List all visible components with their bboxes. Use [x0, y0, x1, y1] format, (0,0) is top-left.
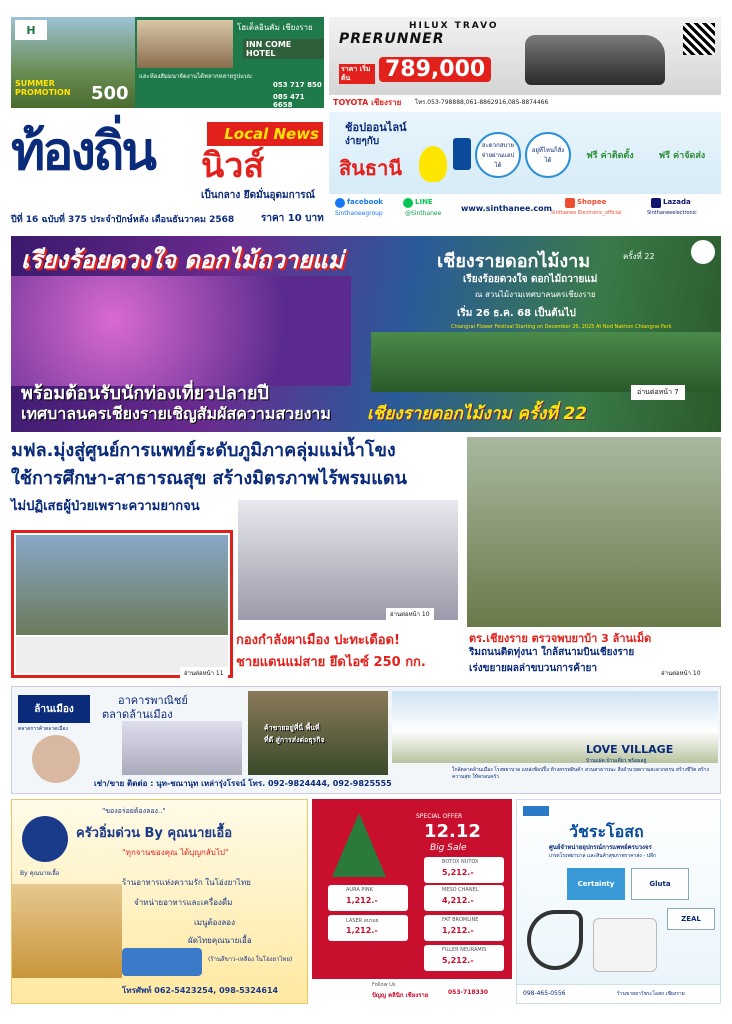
pharmacy-line-2: เกรดโรงพยาบาล และสินค้าสุขภาพราคาส่ง - ปลีก [549, 853, 656, 859]
mascot-icon [419, 146, 447, 182]
story-hospital-h2: ใช้การศึกษา-สาธารณสุข สร้างมิตรภาพไร้พรมแดน [11, 468, 407, 489]
local-news-tag: Local News [207, 122, 323, 146]
lanmuang-sub: ตลาดการค้าตลาดเมือง [18, 726, 68, 732]
sinthanee-brand: สินธานี [339, 156, 402, 180]
line-value[interactable]: @Sinthanee [405, 210, 442, 217]
banner-head-2b: เชียงรายดอกไม้งาม ครั้งที่ 22 [367, 404, 588, 424]
feature-2-text: อยู่ที่ไหนก็สั่งได้ [531, 147, 565, 164]
product-gluta [631, 868, 689, 900]
sale-item-price: 1,212.- [346, 896, 378, 905]
banner-head-2: เทศบาลนครเชียงรายเชิญสัมผัสความสวยงาม [21, 404, 331, 423]
product-3-label: ZEAL [681, 915, 701, 923]
feature-3-text: ฟรี ค่าติดตั้ง [586, 151, 634, 161]
story-hospital-h1: มฟล.มุ่งสู่ศูนย์การแพทย์ระดับภูมิภาคลุ่มแม่น้ำโขง [11, 440, 396, 461]
ad-toyota[interactable] [329, 17, 721, 108]
fest-title: เชียงรายดอกไม้งาม [437, 251, 591, 272]
issue-price: ราคา 10 บาท [261, 213, 324, 224]
ad-pharmacy[interactable] [516, 799, 721, 1004]
medical-device-image [593, 918, 657, 972]
masthead-title-a: ท้องถิ่น [11, 122, 154, 182]
restaurant-location: (ร้านสีขาว-เหลือง ในโอ่งยาไทย) [208, 956, 293, 963]
toyota-price: 789,000 [379, 57, 491, 82]
feature-2 [525, 132, 571, 178]
sale-item-name: LASER ลบรอย [346, 918, 379, 924]
price-prefix: ราคา เริ่มต้น [339, 64, 375, 84]
restaurant-slogan: "ทุกจานของคุณ ได้บุญกลับไป" [122, 848, 229, 857]
pharmacy-line-1: ศูนย์จำหน่ายอุปกรณ์การแพทย์ครบวงจร [549, 844, 652, 851]
restaurant-small: "ของอร่อยต้องลอง.." [102, 807, 166, 815]
lazada-value[interactable]: Sinthaneeelectronic [647, 210, 697, 216]
sale-item-name: AURA PINK [346, 887, 373, 893]
line-icon [403, 198, 413, 208]
story-police-h3: เร่งขยายผลล่าขบวนการค้ายา [469, 663, 598, 674]
hotel-desc: และห้องสัมมนาจัดงานได้หลากหลายรูปแบบ [139, 73, 252, 80]
police-continue[interactable]: อ่านต่อหน้า 10 [657, 667, 705, 679]
truck-image [525, 35, 665, 85]
ad-sinthanee[interactable] [329, 112, 721, 227]
pharmacy-logo [523, 806, 549, 816]
pharmacy-phone[interactable]: 098-465-0556 [523, 990, 566, 997]
ad-sale[interactable] [312, 799, 512, 1004]
hotel-phone-2: 085 471 6658 [273, 93, 305, 108]
building-image [122, 721, 242, 775]
sale-item-3 [424, 885, 504, 911]
restaurant-name: ครัวอิ่มด่วน By คุณนายเอื้อ [76, 826, 233, 841]
love-village-title: LOVE VILLAGE [586, 743, 674, 756]
sinthanee-l1: ช้อปออนไลน์ [345, 121, 407, 134]
story-army[interactable] [236, 627, 464, 679]
toyota-submodel: PRERUNNER [339, 31, 445, 47]
facebook-value[interactable]: Sinthaneegroup [335, 210, 383, 217]
line-label[interactable]: LINE [415, 198, 433, 206]
sale-item-4 [328, 915, 408, 941]
sale-clinic: ปัญญ คลินิก เชียงราย [372, 992, 429, 999]
masthead [11, 112, 324, 234]
sale-date: 12.12 [424, 821, 481, 842]
flower-arch-image [11, 276, 351, 386]
restaurant-line-1: ร้านอาหารแห่งความรัก ในโอ่งยาไทย [122, 878, 251, 887]
feature-4 [647, 132, 717, 178]
hotel-room-image [137, 20, 233, 68]
property-title-1: อาคารพาณิชย์ [118, 694, 188, 707]
sale-item-price: 5,212.- [442, 868, 474, 877]
pharmacy-shop: ร้านขายยาวัชระโอสถ เชียงราย [617, 991, 685, 997]
sale-item-name: BOTOX NUTOX [442, 859, 479, 865]
pharmacy-name: วัชระโอสถ [569, 822, 644, 841]
ad-hotel[interactable] [11, 17, 324, 108]
story-hospital-h3: ไม่ปฏิเสธผู้ป่วยเพราะความยากจน [11, 499, 200, 514]
sinthanee-l2: ง่ายๆกับ [345, 136, 380, 147]
feature-3 [577, 132, 643, 178]
sale-item-price: 1,212.- [442, 926, 474, 935]
website-link[interactable]: www.sinthanee.com [461, 204, 552, 213]
fest-number: ครั้งที่ 22 [623, 252, 655, 261]
issue-info: ปีที่ 16 ฉบับที่ 375 ประจำปักษ์หลัง เดือนธันวาคม 2568 [11, 215, 235, 225]
hospital-photo [238, 500, 458, 620]
toyota-model: HILUX TRAVO [409, 21, 499, 31]
food-tray-image [122, 948, 202, 976]
sale-item-6 [424, 945, 504, 971]
shopee-value[interactable]: Sinthanee Electronic_official [551, 210, 622, 216]
sale-item-price: 4,212.- [442, 896, 474, 905]
hotel-name-thai: โฮเต็ลอินคัม เชียงราย [237, 23, 313, 32]
wheelchair-image [527, 910, 583, 970]
banner-continue[interactable]: อ่านต่อหน้า 7 [631, 385, 685, 400]
sale-follow[interactable]: Follow Us [372, 982, 396, 988]
christmas-tree-image [332, 813, 386, 877]
hotel-phone-1: 053 717 850 [273, 81, 322, 89]
masthead-title-b: นิวส์ [201, 146, 265, 186]
banner-quote: เรียงร้อยดวงใจ ดอกไม้ถวายแม่ [21, 246, 344, 274]
ad-restaurant[interactable] [11, 799, 308, 1004]
promo-label: SUMMER PROMOTION [15, 79, 71, 97]
phone-icon [453, 138, 471, 170]
sale-item-2 [328, 885, 408, 911]
lazada-icon [651, 198, 661, 208]
feature-1-text: สะดวกสบาย จ่ายผ่านแอปได้ [481, 142, 515, 169]
restaurant-by: By คุณนายเอื้อ [20, 870, 60, 877]
restaurant-line-4: ผัดไทยคุณนายเอื้อ [188, 936, 252, 945]
sale-item-price: 5,212.- [442, 956, 474, 965]
hospital-continue[interactable]: อ่านต่อหน้า 10 [386, 608, 434, 620]
toyota-phones: โทร.053-798888,061-8862916,085-8874466 [415, 99, 549, 106]
hotel-logo: H [15, 20, 47, 40]
hostess-photo [12, 884, 122, 978]
restaurant-line-3: เมนูต้องลอง [194, 918, 235, 927]
police-photo [467, 437, 721, 627]
story-police[interactable] [467, 437, 721, 680]
banner-head-1: พร้อมต้อนรับนักท่องเที่ยวปลายปี [21, 383, 269, 404]
army-photo-image [16, 535, 228, 635]
story-army-h1: กองกำลังผาเมือง ปะทะเดือด! [236, 633, 400, 648]
emblem-icon [691, 240, 715, 264]
sale-item-5 [424, 915, 504, 941]
sale-item-1 [424, 857, 504, 883]
sale-item-name: FILLER NEURAMIS [442, 947, 487, 953]
lanmuang-brand: ล้านเมือง [34, 703, 74, 715]
product-2-label: Gluta [649, 880, 671, 888]
mountain-image [371, 332, 721, 392]
restaurant-phone[interactable]: โทรศัพท์ 062-5423254, 098-5324614 [122, 986, 279, 995]
hotel-name: INN COME HOTEL [243, 39, 324, 59]
fest-english: Chiangrai Flower Festival Starting on December 26, 2025 At Nod Nakhon Chiangrai Park [451, 324, 672, 330]
fest-subtitle: เรียงร้อยดวงใจ ดอกไม้ถวายแม่ [463, 274, 598, 285]
sale-item-name: MESO CHANEL [442, 887, 479, 893]
ad-property[interactable] [11, 686, 721, 794]
product-zeal [667, 908, 715, 930]
property-title-2: ตลาดล้านเมือง [102, 708, 173, 721]
sale-big: Big Sale [430, 843, 467, 853]
sale-item-name: FAT BROMLINE [442, 917, 479, 923]
lazada-label[interactable]: Lazada [663, 198, 691, 206]
feature-4-text: ฟรี ค่าจัดส่ง [658, 151, 706, 161]
restaurant-line-2: จำหน่ายอาหารและเครื่องดื่ม [134, 898, 233, 907]
shopee-label[interactable]: Shopee [577, 198, 607, 206]
shopee-icon [565, 198, 575, 208]
fest-start: เริ่ม 26 ธ.ค. 68 เป็นต้นไป [457, 308, 576, 319]
property-mid-1: ค้าขายอยู่ที่นี่ พื้นที่ [264, 724, 320, 732]
army-continue[interactable]: อ่านต่อหน้า 11 [180, 667, 228, 679]
story-police-h1: ตร.เชียงราย ตรวจพบยาบ้า 3 ล้านเม็ด [469, 632, 652, 645]
chef-mascot-icon [22, 816, 68, 862]
army-photo [11, 530, 233, 678]
feature-1 [475, 132, 521, 178]
sale-tel[interactable]: 053-718330 [448, 989, 489, 996]
toyota-dealer: TOYOTA เชียงราย [333, 98, 402, 107]
sale-item-price: 1,212.- [346, 926, 378, 935]
facebook-icon [335, 198, 345, 208]
property-mid-2: ที่ดี สู่การส่งต่อธุรกิจ [264, 736, 325, 744]
story-police-h2: ริมถนนติดทุ่งนา ใกล้สนามบินเชียงราย [469, 647, 635, 658]
lanmuang-logo [18, 695, 90, 723]
slogan: เป็นกลาง ยึดมั่นอุดมการณ์ [201, 190, 315, 201]
qr-code-icon [683, 23, 715, 55]
property-contact[interactable]: เช่า/ขาย ติดต่อ : นุท-ชณานุท เหล่ารุ่งโรจน์ โทร. 092-9824444, 092-9825555 [94, 779, 392, 788]
agent-photo [32, 735, 80, 783]
story-army-h2: ชายแดนแม่สาย ยึดไอซ์ 250 กก. [236, 655, 426, 670]
product-1-label: Certainty [577, 880, 615, 888]
sale-special: SPECIAL OFFER [416, 813, 463, 820]
promo-price: 500 [91, 83, 129, 104]
love-village-sub: บ้านแฝด บ้านเดี่ยว พร้อมอยู่ [586, 758, 647, 764]
product-certainty [567, 868, 625, 900]
facebook-label[interactable]: facebook [347, 198, 383, 206]
fest-venue: ณ สวนไม้งามเทศบาลนครเชียงราย [475, 290, 596, 299]
property-footer: ใกล้ตลาดล้านเมือง โรงพยาบาล แหล่งช้อปปิ้ง ห้างสรรพสินค้า สวนสาธารณะ สิ่งอำนวยความสะดวกครบ สร้างชีวิต สร้างความสุข ให้ครอบครัว [452, 767, 709, 780]
banner-festival[interactable] [11, 236, 721, 432]
